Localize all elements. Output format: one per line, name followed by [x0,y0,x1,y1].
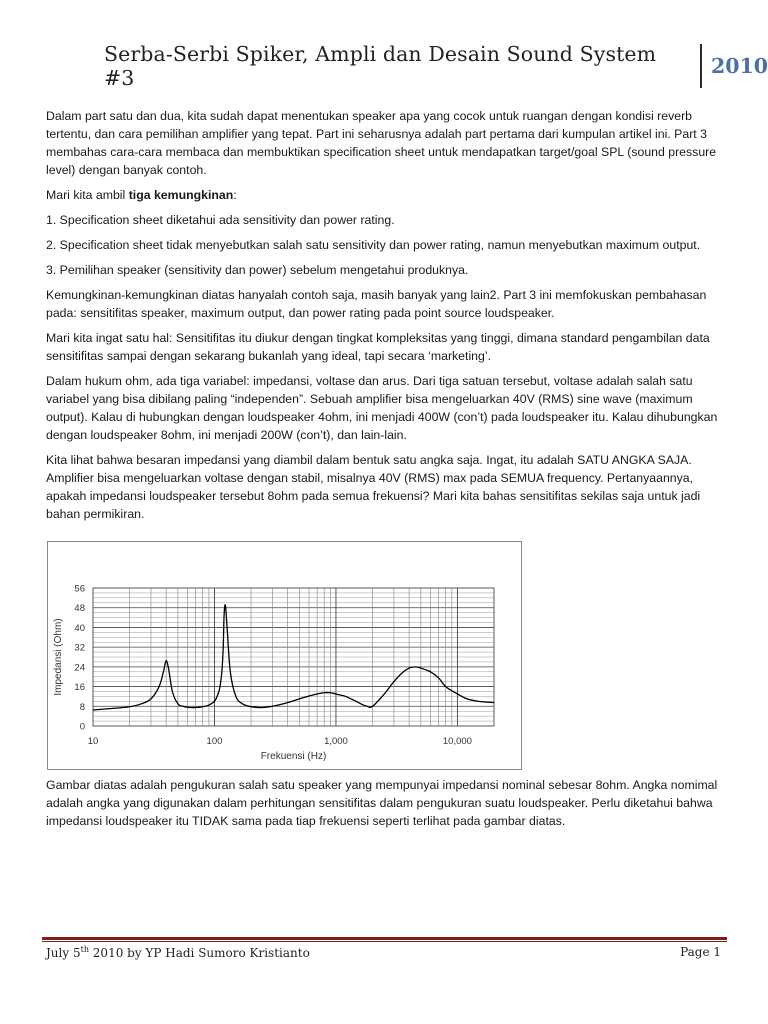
figure-caption [46,776,724,830]
paragraph: Kita lihat bahwa besaran impedansi yang diambil dalam bentuk satu angka saja. Ingat, itu adalah SATU ANGKA SAJA. Amplifier bisa mengeluarkan voltase dengan stabil, misalnya 40V (RMS) max pada SEMUA frequency. Pertanyaannya, apakah impedansi loudspeaker tersebut 8ohm pada semua frekuensi? Mari kita bahas sensitifitas sekilas saja untuk jadi bahan permikiran. [46,453,701,521]
y-tick-label: 40 [74,622,85,634]
document-title: Serba-Serbi Spiker, Ampli dan Desain Sound System #3 [104,42,657,90]
header-divider [700,44,702,88]
y-tick-label: 56 [74,583,85,595]
impedance-series-line [93,605,494,710]
footer-author: 2010 by YP Hadi Sumoro Kristianto [88,946,310,960]
x-tick-label: 1,000 [324,736,348,747]
x-axis-label: Frekuensi (Hz) [260,751,327,762]
body-text [46,107,724,530]
text-run: Mari kita ambil [46,188,129,202]
y-axis-label: Impedansi (Ohm) [53,618,64,696]
y-tick-label: 16 [74,682,85,694]
page-header [104,44,768,88]
chart-grid [93,588,494,726]
footer-rule [42,937,727,940]
y-tick-label: 48 [74,603,85,615]
x-tick-label: 10,000 [442,736,472,747]
footer-date-author [46,945,310,960]
footer-date: July 5 [46,946,81,960]
text-run: : [233,188,237,202]
impedance-chart-figure [47,541,522,770]
paragraph: Kemungkinan-kemungkinan diatas hanyalah contoh saja, masih banyak yang lain2. Part 3 ini memfokuskan pembahasan pada: sensitifitas speaker, maximum output, dan power rating pada point source loudspeaker. [46,288,707,320]
list-item: 3. Pemilihan speaker (sensitivity dan power) sebelum mengetahui produknya. [46,263,469,277]
paragraph [46,186,724,204]
list-item: 1. Specification sheet diketahui ada sensitivity dan power rating. [46,213,395,227]
y-tick-label: 32 [74,642,85,654]
paragraph: Dalam hukum ohm, ada tiga variabel: impedansi, voltase dan arus. Dari tiga satuan tersebut, voltase adalah salah satu variabel yang bisa dibilang paling “independen”. Sebuah amplifier bisa mengeluarkan 40V (RMS) sine wave (maximum output). Kalau di hubungkan dengan loudspeaker 4ohm, ini menjadi 400W (con’t) pada loudspeaker itu. Kalau dihubungkan dengan loudspeaker 8ohm, ini menjadi 200W (con’t), dan lain-lain. [46,374,718,442]
x-tick-label: 10 [87,736,99,747]
paragraph: Dalam part satu dan dua, kita sudah dapat menentukan speaker apa yang cocok untuk ruangan dengan kondisi reverb tertentu, dan cara pemilihan amplifier yang tepat. Part ini seharusnya adalah part pertama dari kumpulan artikel ini. Part 3 membahas cara-cara membaca dan membuktikan specification sheet untuk mendapatkan target/goal SPL (sound pressure level) dengan banyak contoh. [46,109,717,177]
header-year: 2010 [710,54,768,78]
caption-text: Gambar diatas adalah pengukuran salah satu speaker yang mempunyai impedansi nominal sebesar 8ohm. Angka nomimal adalah angka yang digunakan dalam perhitungan sensitifitas dalam pengukuran suatu loudspeaker. Perlu diketahui bahwa impedansi loudspeaker itu TIDAK sama pada tiap frekuensi seperti terlihat pada gambar diatas. [46,778,718,828]
y-tick-label: 24 [74,662,85,674]
paragraph: Mari kita ingat satu hal: Sensitifitas itu diukur dengan tingkat kompleksitas yang tinggi, dimana standard pengambilan data sensitifitas sampai dengan sekarang bukanlah yang ideal, tapi secara ‘marketing’. [46,331,710,363]
x-tick-label: 100 [206,736,223,747]
impedance-chart [48,542,521,769]
footer-rule-thin [42,941,727,942]
y-tick-label: 8 [79,701,85,713]
bold-text: tiga kemungkinan [128,188,234,202]
list-item: 2. Specification sheet tidak menyebutkan salah satu sensitivity dan power rating, namun menyebutkan maximum output. [46,238,701,252]
y-tick-label: 0 [79,721,85,733]
footer-date-suffix: th [80,945,89,954]
page-number: Page 1 [680,945,721,959]
